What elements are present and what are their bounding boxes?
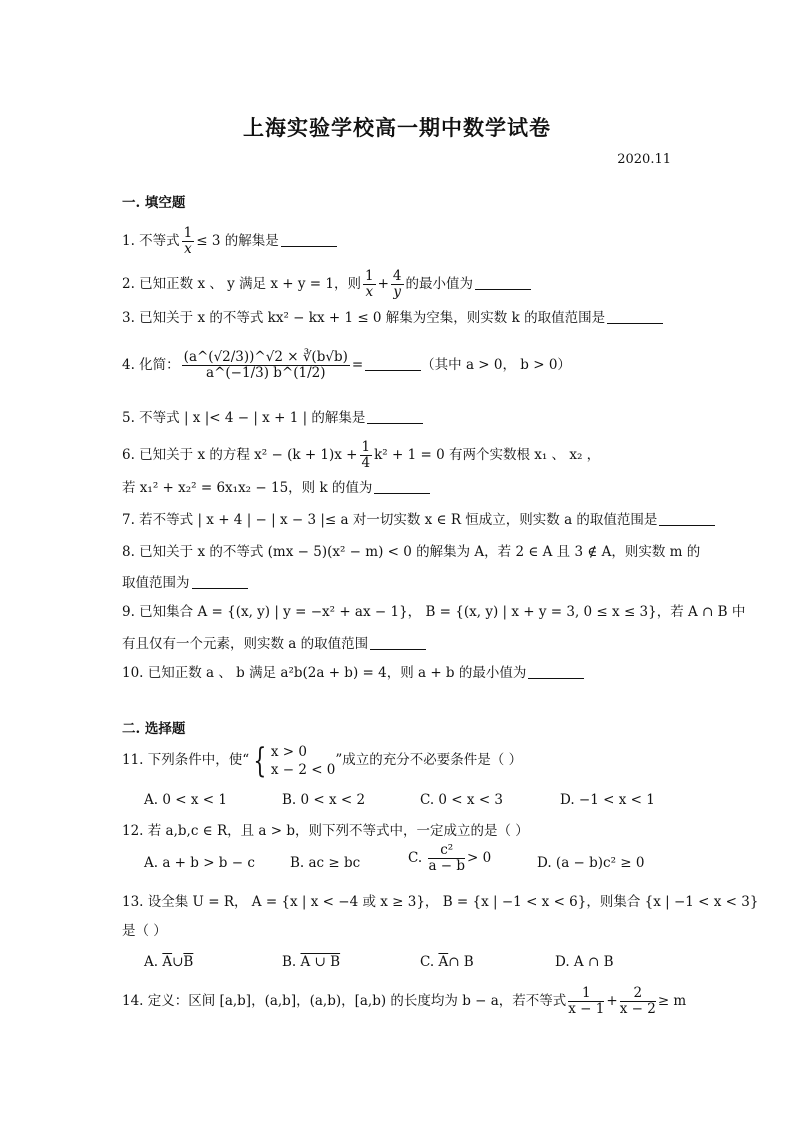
option-11-c[interactable]: C. 0 < x < 3	[420, 792, 504, 808]
answer-blank[interactable]	[367, 423, 423, 424]
option-11-b[interactable]: B. 0 < x < 2	[282, 792, 366, 808]
question-3: 3. 已知关于 x 的不等式 kx² − kx + 1 ≤ 0 解集为空集，则实数 k 的取值范围是	[122, 309, 663, 327]
answer-blank[interactable]	[281, 246, 337, 247]
answer-blank[interactable]	[370, 649, 426, 650]
answer-blank[interactable]	[192, 588, 248, 589]
option-11-a[interactable]: A. 0 < x < 1	[144, 792, 227, 808]
question-6-line-1: 6. 已知关于 x 的方程 x² − (k + 1)x + $\frac{1}{4}$ k² + 1 = 0 有两个实数根 x₁ 、 x₂ ，	[122, 439, 601, 471]
question-9-line-1: 9. 已知集合 A = {(x, y) | y = −x² + ax − 1}， B = {(x, y) | x + y = 3, 0 ≤ x ≤ 3}，若 A ∩ B 中	[122, 604, 746, 620]
question-12: 12. 若 a,b,c ∈ R，且 a > b，则下列不等式中，一定成立的是（ ）	[122, 823, 529, 839]
answer-blank[interactable]	[659, 525, 715, 526]
option-12-c[interactable]: C. $\frac{\text{c²}}{a - b}$ > 0	[408, 842, 492, 874]
answer-blank[interactable]	[365, 370, 421, 371]
answer-blank[interactable]	[475, 289, 531, 290]
option-13-d[interactable]: D. A ∩ B	[555, 954, 614, 970]
question-11: 11. 下列条件中，使“ { x > 0 x − 2 < 0”成立的充分不必要条件是（ ）	[122, 740, 523, 781]
question-2: 2. 已知正数 x 、 y 满足 x + y = 1，则 $\frac{1}{x}$ + $\frac{4}{y}$ 的最小值为	[122, 269, 531, 300]
question-7: 7. 若不等式 | x + 4 | − | x − 3 |≤ a 对一切实数 x ∈ R 恒成立，则实数 a 的取值范围是	[122, 511, 715, 529]
question-13-line-2: 是（ ）	[122, 923, 167, 939]
option-12-a[interactable]: A. a + b > b − c	[144, 855, 255, 871]
option-11-d[interactable]: D. −1 < x < 1	[560, 792, 655, 808]
option-12-d[interactable]: D. (a − b)c² ≥ 0	[537, 855, 645, 871]
answer-blank[interactable]	[528, 678, 584, 679]
question-9-line-2: 有且仅有一个元素，则实数 a 的取值范围	[122, 635, 426, 653]
option-13-b[interactable]: B. A ∪ B	[282, 954, 341, 970]
option-13-c[interactable]: C. $\overline{A}\cap$ B	[420, 954, 474, 970]
option-13-a[interactable]: A. $\overline{A}\cup\overline{B}$	[144, 954, 194, 970]
question-14: 14. 定义：区间 [a,b]，(a,b]，(a,b)，[a,b) 的长度均为 b − a，若不等式 $\frac{1}{x - 1}$ + $\frac{2}{x - 2}$ ≥ m	[122, 985, 687, 1017]
question-4: 4. 化简： $\frac{(a\^{}(√2/3))\^{}√2 \times ∛(b√b)}{a\^{}(-1/3) b\^{}(1/2)}$ = （其中 a > 0， b > 0）	[122, 349, 571, 381]
answer-blank[interactable]	[607, 323, 663, 324]
section-fill-heading: 一. 填空题	[122, 195, 186, 211]
question-1: 1. 不等式 $\frac{1}{x}$ ≤ 3 的解集是	[122, 226, 337, 257]
answer-blank[interactable]	[374, 493, 430, 494]
question-8-line-2: 取值范围为	[122, 574, 248, 592]
exam-date: 2020.11	[617, 152, 671, 167]
question-6-line-2: 若 x₁² + x₂² = 6x₁x₂ − 15，则 k 的值为	[122, 479, 430, 497]
question-8-line-1: 8. 已知关于 x 的不等式 (mx − 5)(x² − m) < 0 的解集为 A，若 2 ∈ A 且 3 ∉ A，则实数 m 的	[122, 544, 701, 560]
question-13-line-1: 13. 设全集 U = R， A = {x | x < −4 或 x ≥ 3}， B = {x | −1 < x < 6}，则集合 {x | −1 < x < 3}	[122, 894, 759, 910]
question-5: 5. 不等式 | x |< 4 − | x + 1 | 的解集是	[122, 409, 423, 427]
section-choice-heading: 二. 选择题	[122, 721, 186, 737]
option-12-b[interactable]: B. ac ≥ bc	[290, 855, 361, 871]
question-10: 10. 已知正数 a 、 b 满足 a²b(2a + b) = 4，则 a + b 的最小值为	[122, 664, 584, 682]
page-title: 上海实验学校高一期中数学试卷	[243, 115, 551, 140]
